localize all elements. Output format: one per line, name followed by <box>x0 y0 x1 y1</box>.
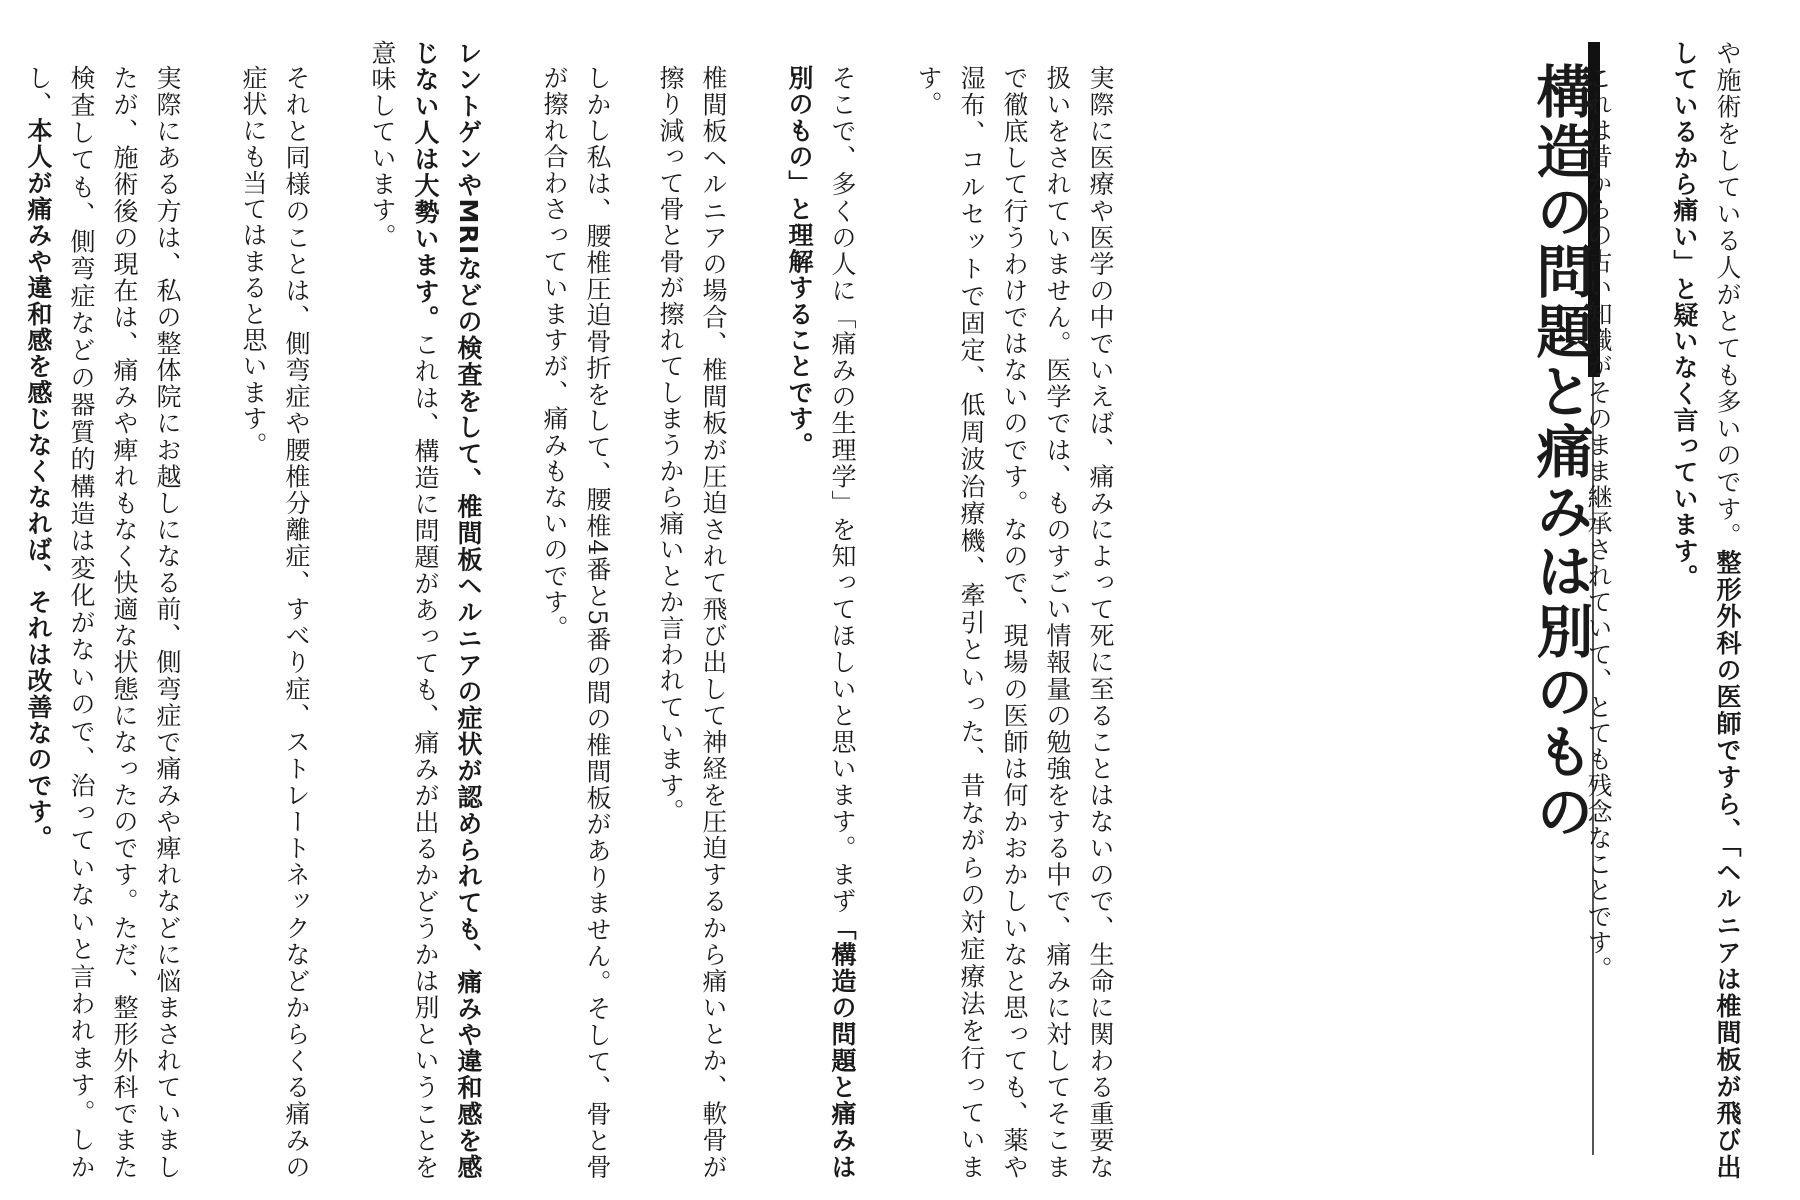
left-text-column <box>7 40 662 1180</box>
bold-statement: 整形外科の医師ですら、「ヘルニアは椎間板が飛び出しているから痛い」と疑いなく言っています。 <box>1670 40 1742 1180</box>
bold-statement: 本人が痛みや違和感を感じなくなれば、それは改善なのです。 <box>24 117 53 852</box>
paragraph: 実際にある方は、私の整体院にお越しになる前、側弯症で痛みや痺れなどに悩まされていましたが、施術後の現在は、痛みや痺れもなく快適な状態になったのです。ただ、整形外科でまた検査しても、側弯症などの器質的構造は変化がないので、治っていないと言われます。しかし、本人が痛みや違和感を感じなくなれば、それは改善なのです。 <box>24 65 182 1180</box>
middle-text-column <box>656 40 1165 1181</box>
paragraph: それと同様のことは、側弯症や腰椎分離症、すべり症、ストレートネックなどからくる痛みの症状にも当てはまると思います。 <box>239 65 311 1180</box>
right-text-column <box>1584 40 1792 1180</box>
paragraph: そこで、多くの人に「痛みの生理学」を知ってほしいと思います。まず「構造の問題と痛みは別のもの」と理解することです。 <box>785 65 857 1181</box>
bold-statement: レントゲンやMRIなどの検査をして、椎間板ヘルニアの症状が認められても、痛みや違和感を感じない人は大勢います。 <box>411 40 483 1180</box>
paragraph: や施術をしている人がとても多いのです。整形外科の医師ですら、「ヘルニアは椎間板が飛び出しているから痛い」と疑いなく言っています。 <box>1670 40 1742 1180</box>
paragraph: 椎間板ヘルニアの場合、椎間板が圧迫されて飛び出して神経を圧迫するから痛いとか、軟骨が擦り減って骨と骨が擦れてしまうから痛いとか言われています。 <box>656 65 728 1180</box>
paragraph: これは昔からの古い知識がそのまま継承されていて、とても残念なことです。 <box>1584 65 1613 982</box>
paragraph: レントゲンやMRIなどの検査をして、椎間板ヘルニアの症状が認められても、痛みや違和感を感じない人は大勢います。これは、構造に問題があっても、痛みが出るかどうかは別ということを意味しています。 <box>368 40 483 1181</box>
section-heading: 構造の問題と痛みは別のもの <box>1527 62 1593 842</box>
bold-statement: 「構造の問題と痛みは別のもの」と理解することです。 <box>785 65 857 1181</box>
paragraph: 実際に医療や医学の中でいえば、痛みによって死に至ることはないので、生命に関わる重要な扱いをされていません。医学では、ものすごい情報量の勉強をする中で、痛みに対してそこまで徹底して行うわけではないのです。なので、現場の医師は何かおかしいなと思っても、薬や湿布、コルセットで固定、低周波治療機、牽引といった、昔ながらの対症療法を行っています。 <box>914 65 1115 1180</box>
paragraph: しかし私は、腰椎圧迫骨折をして、腰椎4番と5番の間の椎間板がありません。そして、骨と骨が擦れ合わさっていますが、痛みもないのです。 <box>540 65 612 1180</box>
